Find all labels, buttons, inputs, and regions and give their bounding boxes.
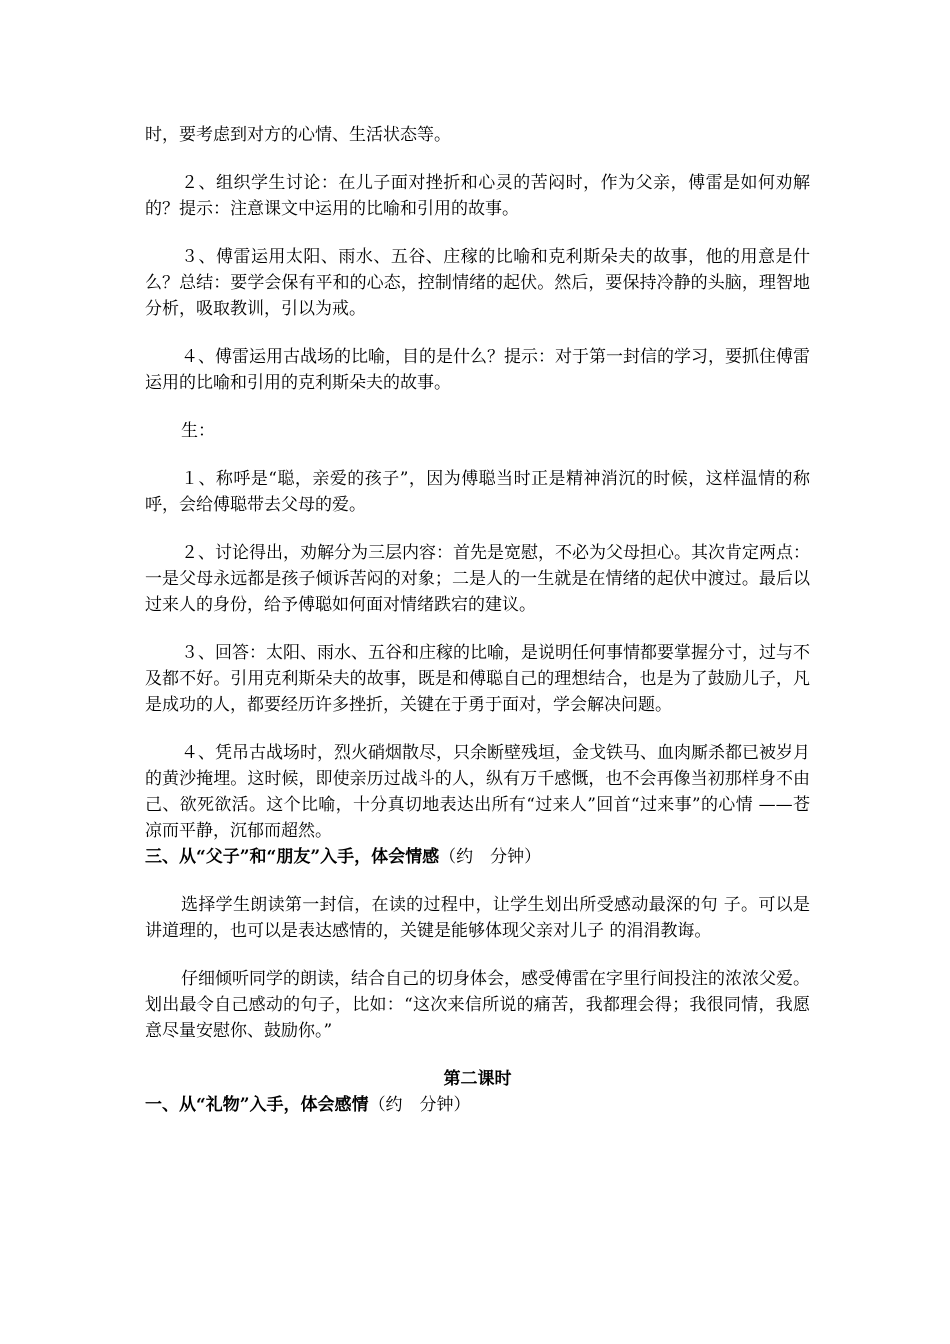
paragraph-listening-task: 仔细倾听同学的朗读，结合自己的切身体会，感受傅雷在字里行间投注的浓浓父爱。划出最令自己感动的句子，比如：“这次来信所说的痛苦，我都理会得；我很同情，我愿意尽量安慰你、鼓励你。” <box>145 969 810 1041</box>
lesson-2-title: 第二课时 <box>443 1069 512 1089</box>
document-page <box>145 122 810 1118</box>
paragraph-answer-3: ３、回答：太阳、雨水、五谷和庄稼的比喻，是说明任何事情都要掌握分寸，过与不及都不好。引用克利斯朵夫的故事，既是和傅聪自己的理想结合，也是为了鼓励儿子，凡是成功的人，都要经历许多挫折，关键在于勇于面对，学会解决问题。 <box>145 643 810 715</box>
paragraph-answer-1: １、称呼是“聪，亲爱的孩子”，因为傅聪当时正是精神消沉的时候，这样温情的称呼，会给傅聪带去父母的爱。 <box>145 469 810 515</box>
section-heading-1-title: 一、从“礼物”入手，体会感情 <box>145 1095 369 1115</box>
paragraph-reading-task: 选择学生朗读第一封信，在读的过程中，让学生划出所受感动最深的句 子。可以是讲道理的，也可以是表达感情的，关键是能够体现父亲对儿子 的涓涓教诲。 <box>145 895 810 941</box>
paragraph-question-3: ３、傅雷运用太阳、雨水、五谷、庄稼的比喻和克利斯朵夫的故事，他的用意是什么？总结：要学会保有平和的心态，控制情绪的起伏。然后，要保持冷静的头脑，理智地分析，吸取教训，引以为戒。 <box>145 247 810 319</box>
paragraph-question-4: ４、傅雷运用古战场的比喻，目的是什么？提示：对于第一封信的学习，要抓住傅雷运用的比喻和引用的克利斯朵夫的故事。 <box>145 347 810 393</box>
paragraph-answer-2: ２、讨论得出，劝解分为三层内容：首先是宽慰，不必为父母担心。其次肯定两点：一是父母永远都是孩子倾诉苦闷的对象；二是人的一生就是在情绪的起伏中渡过。最后以过来人的身份，给予傅聪如何面对情绪跌宕的建议。 <box>145 543 810 615</box>
section-heading-3-time: （约 分钟） <box>439 847 542 867</box>
paragraph-answer-4: ４、凭吊古战场时，烈火硝烟散尽，只余断壁残垣，金戈铁马、血肉厮杀都已被岁月的黄沙掩埋。这时候，即使亲历过战斗的人，纵有万千感慨，也不会再像当初那样身不由己、欲死欲活。这个比喻，十分真切地表达出所有“过来人”回首“过来事”的心情 ——苍凉而平静，沉郁而超然。 <box>145 743 810 841</box>
section-heading-1-time: （约 分钟） <box>368 1095 471 1115</box>
section-heading-1 <box>145 1092 810 1118</box>
paragraph-question-2: ２、组织学生讨论：在儿子面对挫折和心灵的苦闷时，作为父亲，傅雷是如何劝解的？提示：注意课文中运用的比喻和引用的故事。 <box>145 173 810 219</box>
section-heading-3-title: 三、从“父子”和“朋友”入手，体会情感 <box>145 847 440 867</box>
section-heading-3 <box>145 844 810 870</box>
paragraph-continuation: 时，要考虑到对方的心情、生活状态等。 <box>145 125 451 145</box>
paragraph-student-label: 生： <box>181 421 215 441</box>
